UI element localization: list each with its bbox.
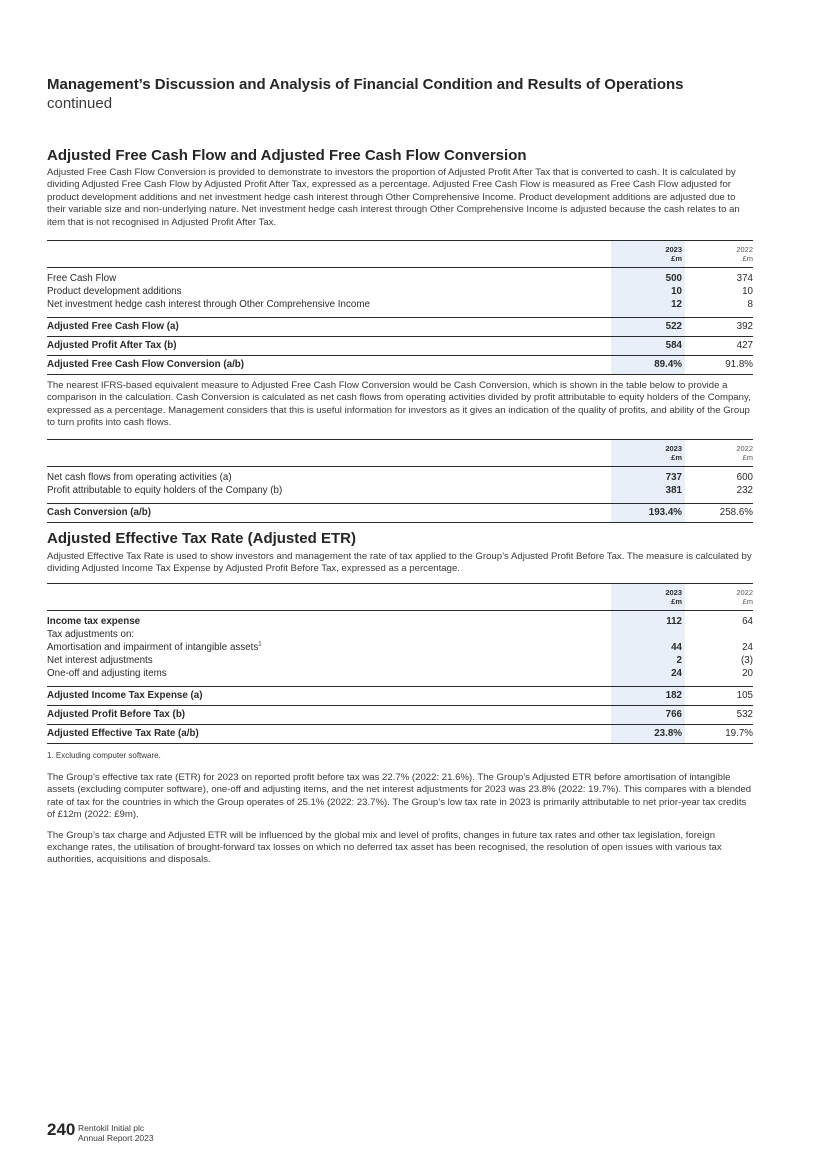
etr-table — [47, 583, 753, 744]
row-label: Adjusted Income Tax Expense (a) — [47, 687, 611, 706]
row-value-2022 — [685, 628, 753, 641]
table-header — [47, 241, 753, 268]
footer-company: Rentokil Initial plc — [78, 1123, 145, 1133]
col-2022-header: 2022 — [736, 444, 753, 453]
row-label: Free Cash Flow — [47, 273, 117, 284]
row-value-2023: 44 — [611, 641, 685, 654]
row-value-2022: 20 — [742, 668, 753, 679]
row-value-2022: 232 — [736, 485, 753, 496]
etr-commentary — [47, 772, 753, 867]
fcf-table-wrap — [47, 240, 753, 375]
fcf-section-title: Adjusted Free Cash Flow and Adjusted Free Cash Flow Conversion — [47, 147, 527, 164]
cash-conversion-intro: The nearest IFRS-based equivalent measure to Adjusted Free Cash Flow Conversion would be Cash Conversion, which is shown in the table below to provide a comparison in the calculation. Cash Conversion is calculated as net cash flows from operating activities divided by profit attributable to equity holders of the Company, expressed as a percentage. Management considers that this is useful information for investors as it gives an indication of the quality of profits, and ability of the Group to turn profits into cash flows. — [47, 380, 751, 429]
page-subtitle: continued — [47, 95, 113, 112]
footer-report: Annual Report 2023 — [78, 1133, 154, 1143]
col-2022-unit: £m — [742, 597, 753, 606]
col-2023-header: 2023 — [665, 444, 682, 453]
total-row — [47, 337, 753, 356]
row-value-2023: 381 — [611, 484, 685, 497]
table-header — [47, 584, 753, 611]
fcf-table — [47, 240, 753, 375]
row-label: Cash Conversion (a/b) — [47, 504, 611, 523]
row-value-2022: 532 — [685, 706, 753, 725]
table-row — [47, 467, 753, 485]
row-value-2023: 23.8% — [611, 725, 685, 744]
row-label: Income tax expense — [47, 616, 141, 627]
row-value-2022: 91.8% — [685, 356, 753, 375]
col-2022-header: 2022 — [736, 245, 753, 254]
row-value-2022: 19.7% — [685, 725, 753, 744]
col-2022-header: 2022 — [736, 588, 753, 597]
etr-section — [47, 530, 753, 576]
footer-publication — [78, 1123, 154, 1143]
row-value-2023: 12 — [611, 298, 685, 311]
row-value-2023: 2 — [611, 654, 685, 667]
row-label: One-off and adjusting items — [47, 668, 167, 679]
col-2023-header: 2023 — [665, 588, 682, 597]
row-value-2022: 10 — [742, 286, 753, 297]
row-value-2023: 737 — [611, 467, 685, 485]
row-value-2022: (3) — [741, 655, 753, 666]
row-label: Profit attributable to equity holders of the Company (b) — [47, 485, 283, 496]
row-label: Adjusted Free Cash Flow (a) — [47, 318, 611, 337]
etr-paragraph-2: The Group’s tax charge and Adjusted ETR will be influenced by the global mix and level of profits, changes in future tax rates and other tax legislation, foreign exchange rates, the utilisation of brought-forward tax losses on which no deferred tax asset has been recognised, the resolution of open issues with various tax authorities, acquisitions and disposals. — [47, 829, 722, 866]
row-label: Net cash flows from operating activities (a) — [47, 472, 232, 483]
row-value-2022: 24 — [742, 642, 753, 653]
col-2022-unit: £m — [742, 254, 753, 263]
cash-conversion-table-wrap — [47, 439, 753, 523]
row-label: Product development additions — [47, 286, 182, 297]
col-2022-unit: £m — [742, 453, 753, 462]
etr-paragraph-1: The Group’s effective tax rate (ETR) for 2023 on reported profit before tax was 22.7% (2022: 21.6%). The Group’s Adjusted ETR before amortisation of intangible assets (excluding computer software), one-off and adjusting items, and the net interest adjustments for 2023 was 23.8% (2022: 19.7%). This compares with a blended rate of tax for the countries in which the Group operates of 25.1% (2022: 23.7%). The Group’s low tax rate in 2023 is primarily attributable to net prior-year tax credits of £12m (2022: £9m). — [47, 772, 752, 821]
col-2023-unit: £m — [671, 254, 682, 263]
row-label: Tax adjustments on: — [47, 629, 135, 640]
table-header — [47, 440, 753, 467]
row-value-2023: 112 — [611, 611, 685, 629]
footnote-marker: 1 — [258, 641, 262, 648]
table-row — [47, 285, 753, 298]
col-2023-header: 2023 — [665, 245, 682, 254]
cash-conversion-section — [47, 380, 753, 430]
table-row — [47, 641, 753, 654]
row-value-2023: 584 — [611, 337, 685, 356]
footnote: 1. Excluding computer software. — [47, 751, 161, 760]
row-label: Amortisation and impairment of intangible assets — [47, 642, 259, 653]
row-value-2022: 392 — [685, 318, 753, 337]
total-row — [47, 706, 753, 725]
row-value-2023: 89.4% — [611, 356, 685, 375]
page-number: 240 — [47, 1120, 76, 1139]
col-2023-unit: £m — [671, 597, 682, 606]
table-row — [47, 268, 753, 286]
table-row — [47, 667, 753, 680]
page-title: Management’s Discussion and Analysis of Financial Condition and Results of Operations — [47, 76, 684, 93]
row-value-2023 — [611, 628, 685, 641]
total-row — [47, 504, 753, 523]
table-row — [47, 654, 753, 667]
row-label: Adjusted Profit After Tax (b) — [47, 337, 611, 356]
row-value-2023: 766 — [611, 706, 685, 725]
row-value-2023: 522 — [611, 318, 685, 337]
total-row — [47, 356, 753, 375]
row-value-2023: 193.4% — [611, 504, 685, 523]
row-value-2022: 8 — [747, 299, 753, 310]
row-label: Adjusted Effective Tax Rate (a/b) — [47, 725, 611, 744]
row-value-2022: 600 — [736, 472, 753, 483]
row-label: Adjusted Profit Before Tax (b) — [47, 706, 611, 725]
etr-intro: Adjusted Effective Tax Rate is used to show investors and management the rate of tax applied to the Group’s Adjusted Profit Before Tax. The measure is calculated by dividing Adjusted Income Tax Expense by Adjusted Profit Before Tax, expressed as a percentage. — [47, 551, 752, 575]
row-label: Adjusted Free Cash Flow Conversion (a/b) — [47, 356, 611, 375]
etr-table-wrap — [47, 583, 753, 744]
row-label: Net interest adjustments — [47, 655, 153, 666]
total-row — [47, 725, 753, 744]
row-value-2023: 182 — [611, 687, 685, 706]
row-value-2022: 64 — [742, 616, 753, 627]
table-row — [47, 628, 753, 641]
row-value-2022: 374 — [736, 273, 753, 284]
row-value-2022: 258.6% — [685, 504, 753, 523]
fcf-intro: Adjusted Free Cash Flow Conversion is provided to demonstrate to investors the proportion of Adjusted Profit After Tax that is converted to cash. It is calculated by dividing Adjusted Free Cash Flow by Adjusted Profit After Tax, expressed as a percentage. Adjusted Free Cash Flow is measured as Free Cash Flow adjusted for product development additions and net investment hedge cash interest through Other Comprehensive Income. Product development additions are adjusted due to their variable size and non-underlying nature. Net investment hedge cash interest through Other Comprehensive Income is adjusted because the cash relates to an item that is not recognised in Adjusted Profit After Tax. — [47, 167, 740, 228]
etr-section-title: Adjusted Effective Tax Rate (Adjusted ETR) — [47, 530, 356, 547]
row-value-2022: 105 — [685, 687, 753, 706]
table-row — [47, 298, 753, 311]
row-value-2023: 500 — [611, 268, 685, 286]
table-row — [47, 611, 753, 629]
fcf-section — [47, 147, 753, 229]
col-2023-unit: £m — [671, 453, 682, 462]
row-label: Net investment hedge cash interest through Other Comprehensive Income — [47, 299, 370, 310]
row-value-2022: 427 — [685, 337, 753, 356]
cash-conversion-table — [47, 439, 753, 523]
total-row — [47, 318, 753, 337]
row-value-2023: 10 — [611, 285, 685, 298]
total-row — [47, 687, 753, 706]
row-value-2023: 24 — [611, 667, 685, 680]
table-row — [47, 484, 753, 497]
